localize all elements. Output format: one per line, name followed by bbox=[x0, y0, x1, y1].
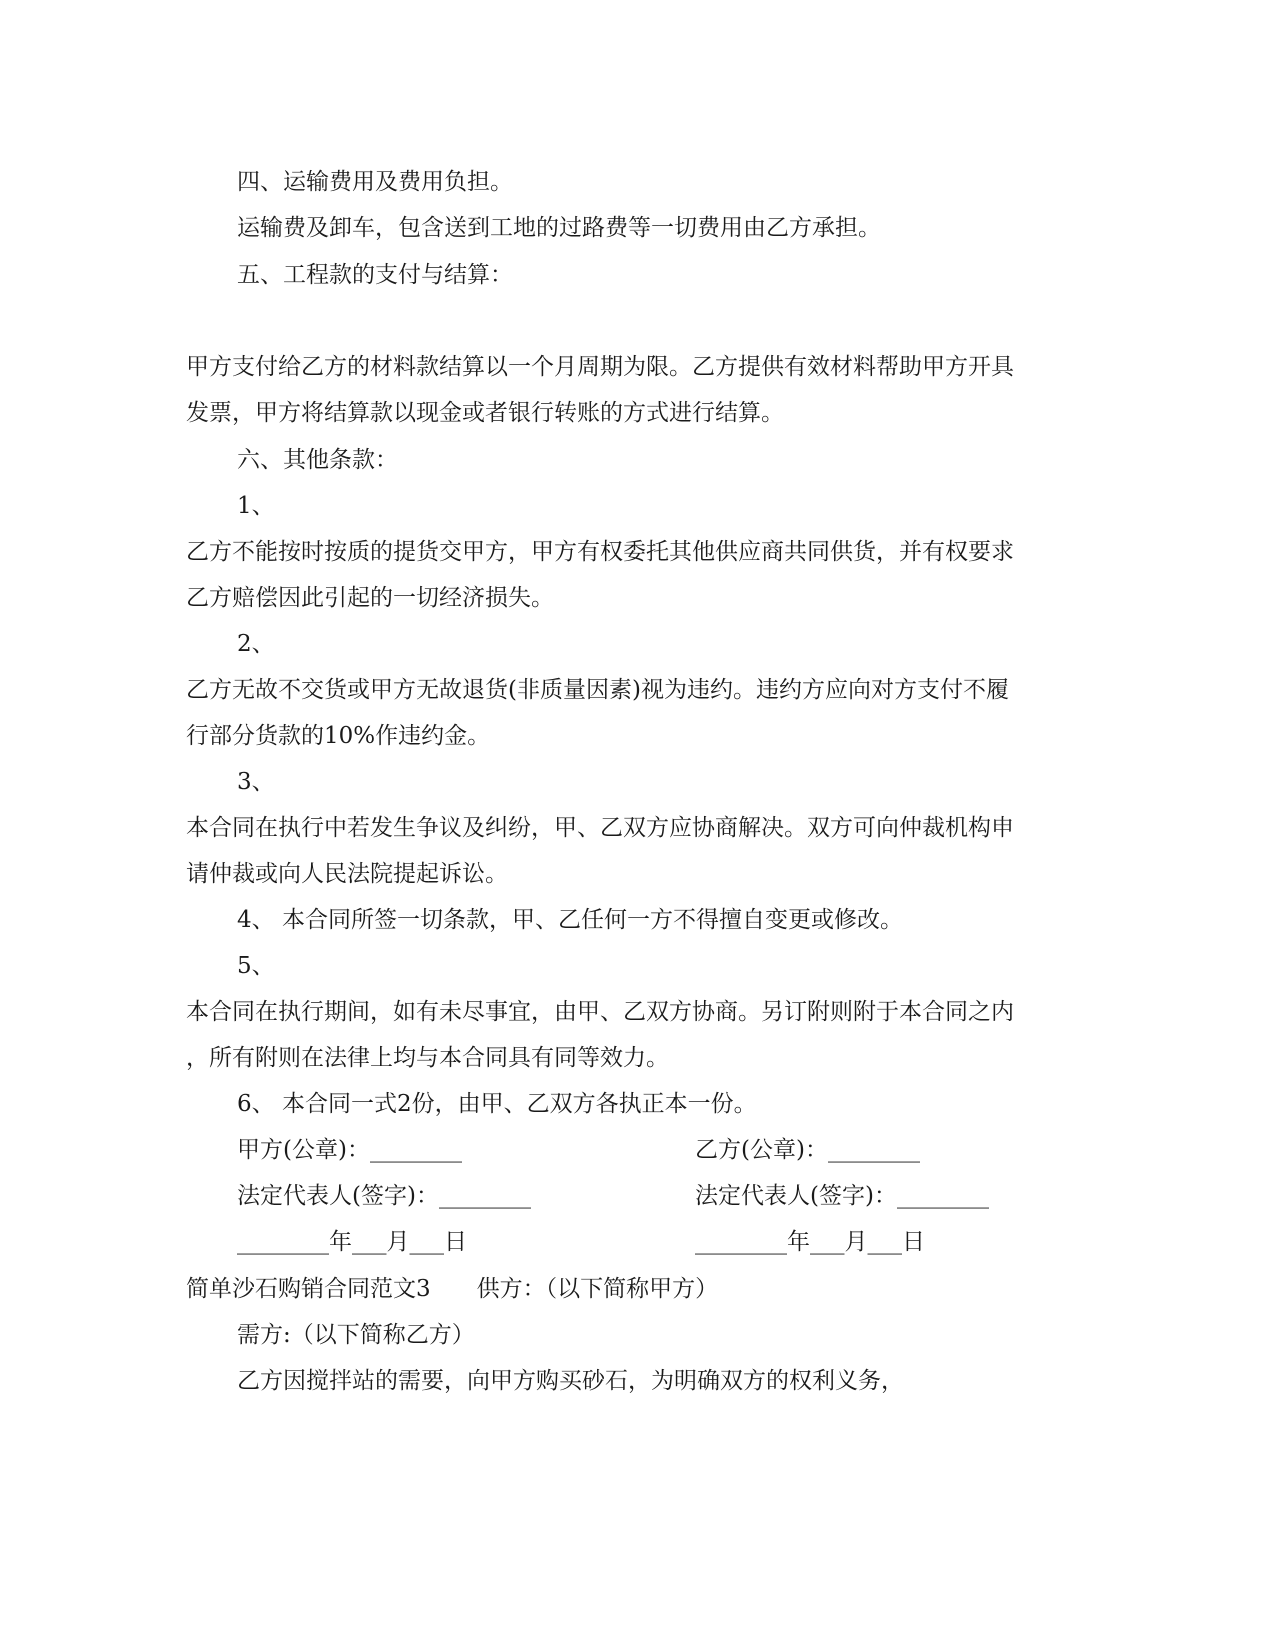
next-contract-intro: 乙方因搅拌站的需要，向甲方购买砂石，为明确双方的权利义务， bbox=[237, 1368, 904, 1394]
next-contract-heading: 简单沙石购销合同范文3 供方：（以下简称甲方） bbox=[186, 1276, 719, 1302]
party-b-seal: 乙方(公章)：________ bbox=[695, 1137, 920, 1163]
clause-2-text-line-1: 乙方无故不交货或甲方无故退货(非质量因素)视为违约。违约方应向对方支付不履 bbox=[186, 677, 1009, 703]
section-4-text: 运输费及卸车，包含送到工地的过路费等一切费用由乙方承担。 bbox=[237, 215, 881, 241]
clause-6: 6、 本合同一式2份，由甲、乙双方各执正本一份。 bbox=[237, 1091, 757, 1117]
party-b-representative: 法定代表人(签字)：________ bbox=[695, 1183, 989, 1209]
clause-3-text-line-1: 本合同在执行中若发生争议及纠纷，甲、乙双方应协商解决。双方可向仲裁机构申 bbox=[186, 815, 1014, 841]
party-a-date: ________年___月___日 bbox=[237, 1229, 467, 1255]
clause-3-number: 3、 bbox=[237, 769, 275, 795]
section-5-heading: 五、工程款的支付与结算： bbox=[237, 262, 513, 288]
clause-1-text-line-2: 乙方赔偿因此引起的一切经济损失。 bbox=[186, 585, 554, 611]
party-b-date: ________年___月___日 bbox=[695, 1229, 925, 1255]
clause-3-text-line-2: 请仲裁或向人民法院提起诉讼。 bbox=[186, 861, 508, 887]
section-6-heading: 六、其他条款： bbox=[237, 447, 398, 473]
clause-5-text-line-2: ，所有附则在法律上均与本合同具有同等效力。 bbox=[186, 1045, 669, 1071]
clause-1-text-line-1: 乙方不能按时按质的提货交甲方，甲方有权委托其他供应商共同供货，并有权要求 bbox=[186, 539, 1014, 565]
section-5-text-line-1: 甲方支付给乙方的材料款结算以一个月周期为限。乙方提供有效材料帮助甲方开具 bbox=[186, 354, 1014, 380]
clause-4: 4、 本合同所签一切条款，甲、乙任何一方不得擅自变更或修改。 bbox=[237, 907, 903, 933]
clause-5-text-line-1: 本合同在执行期间，如有未尽事宜，由甲、乙双方协商。另订附则附于本合同之内 bbox=[186, 999, 1014, 1025]
demand-party-line: 需方:（以下简称乙方） bbox=[237, 1322, 475, 1348]
party-a-representative: 法定代表人(签字)：________ bbox=[237, 1183, 531, 1209]
clause-2-text-line-2: 行部分货款的10%作违约金。 bbox=[186, 723, 491, 749]
clause-5-number: 5、 bbox=[237, 953, 275, 979]
section-4-heading: 四、运输费用及费用负担。 bbox=[237, 169, 513, 195]
clause-2-number: 2、 bbox=[237, 631, 275, 657]
section-5-text-line-2: 发票，甲方将结算款以现金或者银行转账的方式进行结算。 bbox=[186, 400, 784, 426]
party-a-seal: 甲方(公章)：________ bbox=[237, 1137, 462, 1163]
clause-1-number: 1、 bbox=[237, 493, 275, 519]
